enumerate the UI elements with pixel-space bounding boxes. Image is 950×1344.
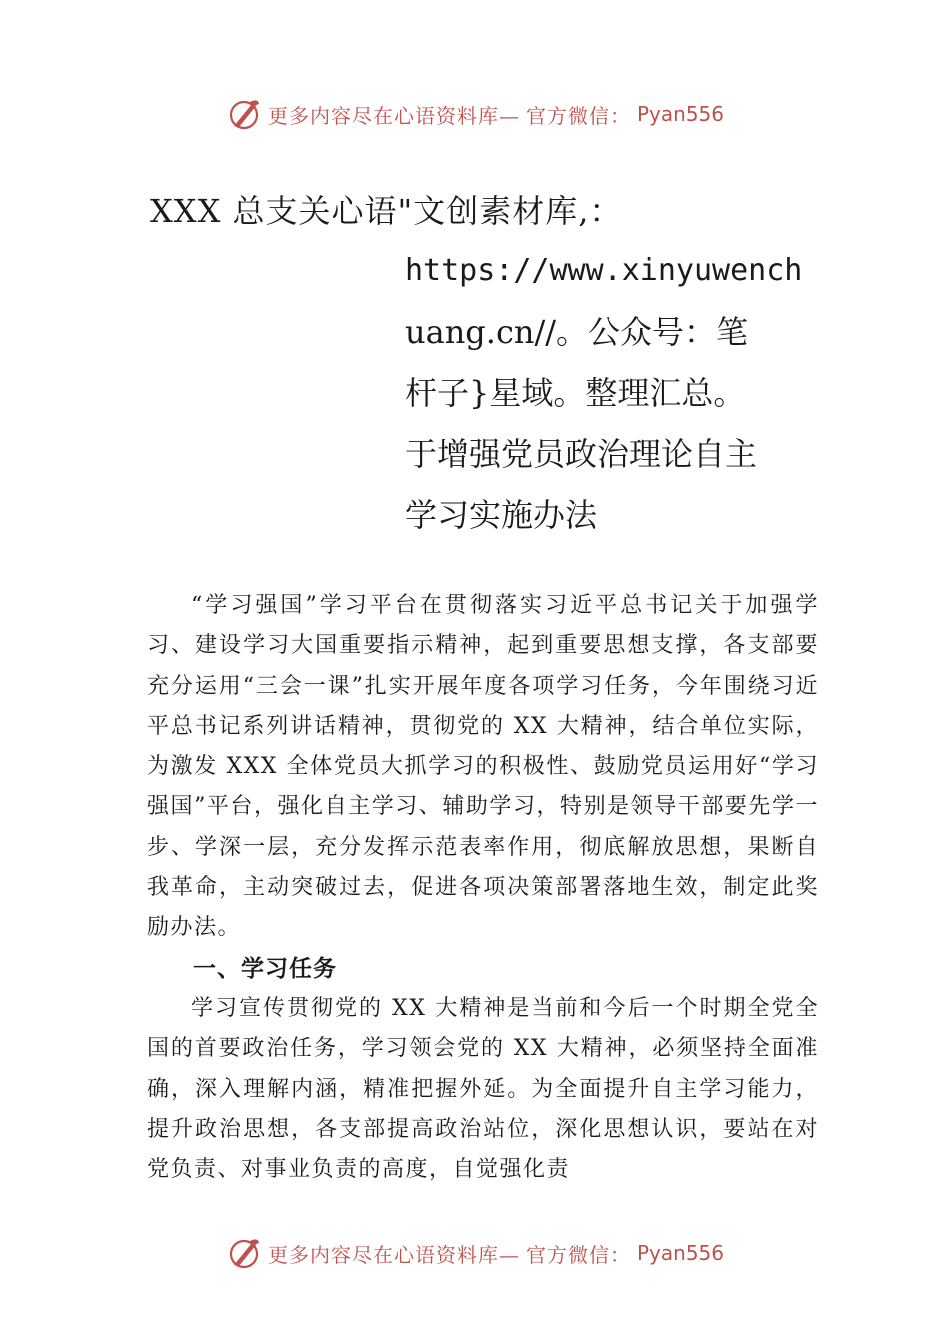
- document-title-block: [405, 246, 825, 551]
- title-line: 于增强党员政治理论自主: [405, 435, 758, 473]
- quill-pen-icon: [226, 96, 262, 132]
- header-banner: [0, 92, 950, 136]
- section-heading: 一、学习任务: [193, 955, 337, 982]
- footer-banner: [0, 1231, 950, 1275]
- quill-pen-icon: [226, 1235, 262, 1271]
- banner-wechat-label: 官方微信：: [525, 1242, 631, 1267]
- title-line: uang.cn//。公众号：笔: [405, 313, 749, 351]
- title-line: 学习实施办法: [405, 496, 598, 534]
- intro-paragraph: “学习强国”学习平台在贯彻落实习近平总书记关于加强学习、建设学习大国重要指示精神，起到重要思想支撑，各支部要充分运用“三会一课”扎实开展年度各项学习任务，今年围绕习近平总书记系列讲话精神，贯彻党的 XX 大精神，结合单位实际，为激发 XXX 全体党员大抓学习的积极性、鼓励党员运用好“学习强国”平台，强化自主学习、辅助学习，特别是领导干部要先学一步、学深一层，充分发挥示范表率作用，彻底解放思想，果断自我革命，主动突破过去，促进各项决策部署落地生效，制定此奖励办法。: [147, 593, 819, 941]
- section-paragraph: 学习宣传贯彻党的 XX 大精神是当前和今后一个时期全党全国的首要政治任务，学习领会党的 XX 大精神，必须坚持全面准确，深入理解内涵，精准把握外延。为全面提升自主学习能力，提升政治思想，各支部提高政治站位，深化思想认识，要站在对党负责、对事业负责的高度，自觉强化责: [147, 995, 819, 1183]
- banner-brand-text: 更多内容尽在心语资料库—: [267, 103, 520, 128]
- banner-wechat-id: Pyan556: [636, 102, 724, 126]
- title-line: 杆子}星域。整理汇总。: [405, 374, 746, 412]
- banner-wechat-id: Pyan556: [636, 1241, 724, 1265]
- document-body: [147, 586, 819, 1190]
- title-line: https://www.xinyuwench: [405, 253, 803, 288]
- banner-wechat-label: 官方微信：: [525, 103, 631, 128]
- document-title-line1: XXX 总支关心语"文创素材库,：: [150, 192, 623, 230]
- banner-brand-text: 更多内容尽在心语资料库—: [267, 1242, 520, 1267]
